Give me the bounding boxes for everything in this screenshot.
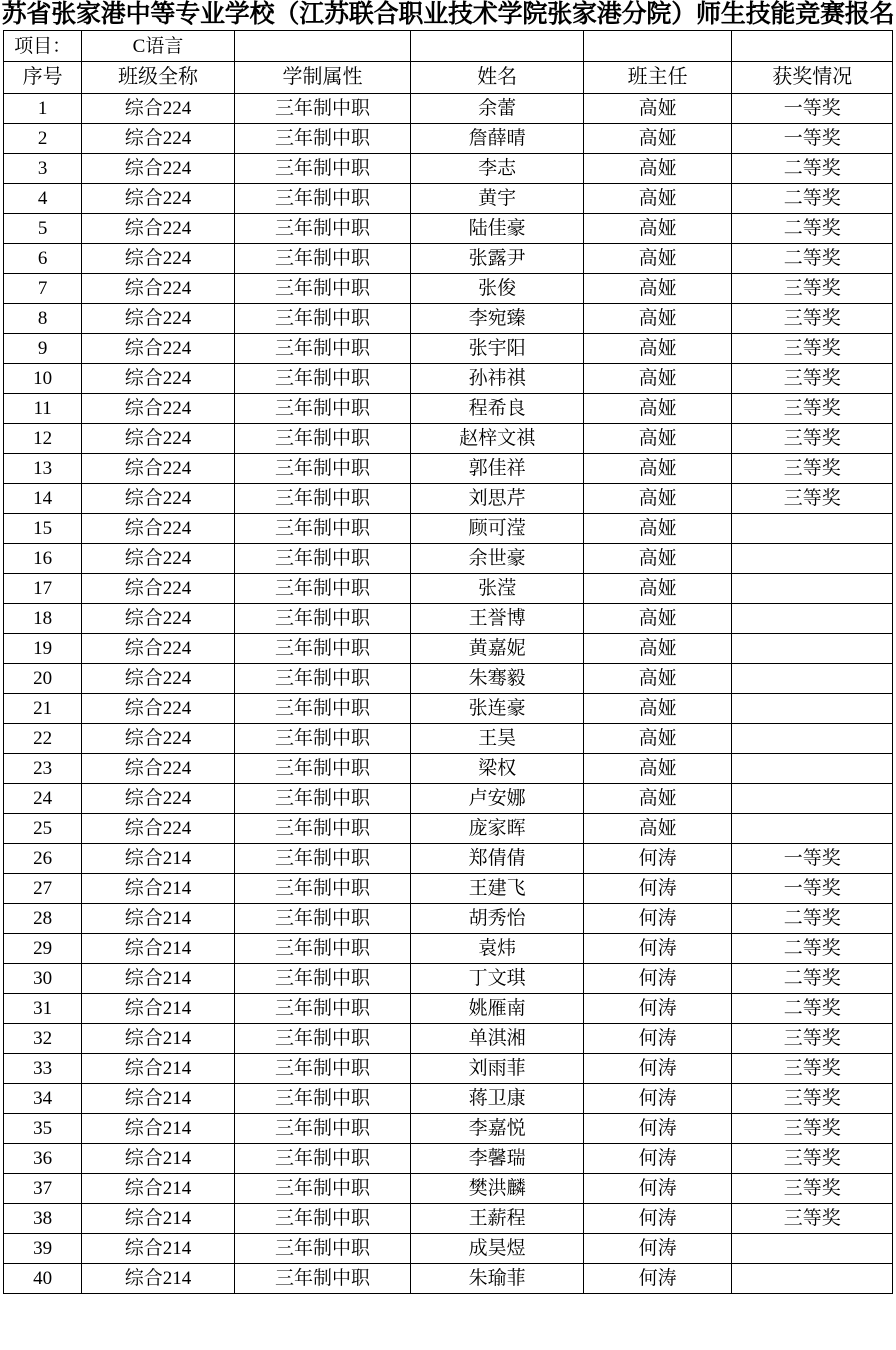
cell-award: 三等奖: [732, 304, 893, 334]
cell-award: 三等奖: [732, 1114, 893, 1144]
cell-name: 顾可滢: [411, 514, 584, 544]
cell-award: [732, 784, 893, 814]
cell-teacher: 高娅: [583, 154, 732, 184]
cell-name: 郭佳祥: [411, 454, 584, 484]
cell-seq: 6: [4, 244, 82, 274]
table-row: [4, 1024, 893, 1054]
cell-class: 综合224: [82, 514, 235, 544]
subject-blank-2: [411, 31, 584, 62]
cell-teacher: 高娅: [583, 364, 732, 394]
cell-system: 三年制中职: [234, 934, 411, 964]
cell-system: 三年制中职: [234, 544, 411, 574]
table-row: [4, 664, 893, 694]
cell-teacher: 何涛: [583, 934, 732, 964]
table-row: [4, 274, 893, 304]
table-row: [4, 964, 893, 994]
cell-seq: 7: [4, 274, 82, 304]
cell-seq: 25: [4, 814, 82, 844]
cell-class: 综合224: [82, 454, 235, 484]
cell-award: 二等奖: [732, 934, 893, 964]
cell-award: 一等奖: [732, 844, 893, 874]
cell-award: 二等奖: [732, 184, 893, 214]
cell-seq: 3: [4, 154, 82, 184]
cell-award: 三等奖: [732, 1204, 893, 1234]
cell-name: 张露尹: [411, 244, 584, 274]
cell-class: 综合224: [82, 574, 235, 604]
table-row: [4, 994, 893, 1024]
cell-seq: 33: [4, 1054, 82, 1084]
cell-teacher: 何涛: [583, 1234, 732, 1264]
cell-system: 三年制中职: [234, 994, 411, 1024]
cell-seq: 39: [4, 1234, 82, 1264]
cell-name: 郑倩倩: [411, 844, 584, 874]
cell-teacher: 高娅: [583, 784, 732, 814]
cell-seq: 27: [4, 874, 82, 904]
cell-system: 三年制中职: [234, 964, 411, 994]
cell-name: 成昊煜: [411, 1234, 584, 1264]
cell-seq: 12: [4, 424, 82, 454]
column-header-name: 姓名: [411, 62, 584, 94]
cell-name: 姚雁南: [411, 994, 584, 1024]
cell-name: 蒋卫康: [411, 1084, 584, 1114]
table-row: [4, 1084, 893, 1114]
table-row: [4, 364, 893, 394]
cell-teacher: 高娅: [583, 634, 732, 664]
table-row: [4, 94, 893, 124]
cell-teacher: 高娅: [583, 124, 732, 154]
table-row: [4, 124, 893, 154]
cell-class: 综合214: [82, 1174, 235, 1204]
cell-class: 综合224: [82, 424, 235, 454]
subject-row: [4, 31, 893, 62]
cell-name: 刘思芹: [411, 484, 584, 514]
cell-award: 三等奖: [732, 424, 893, 454]
cell-teacher: 高娅: [583, 514, 732, 544]
cell-class: 综合224: [82, 694, 235, 724]
cell-class: 综合224: [82, 604, 235, 634]
cell-system: 三年制中职: [234, 94, 411, 124]
cell-award: 一等奖: [732, 874, 893, 904]
table-row: [4, 904, 893, 934]
cell-seq: 23: [4, 754, 82, 784]
cell-name: 王建飞: [411, 874, 584, 904]
cell-class: 综合214: [82, 994, 235, 1024]
cell-system: 三年制中职: [234, 1054, 411, 1084]
cell-name: 梁权: [411, 754, 584, 784]
table-row: [4, 514, 893, 544]
registration-table: [3, 30, 893, 1294]
table-row: [4, 724, 893, 754]
cell-class: 综合214: [82, 1204, 235, 1234]
cell-name: 程希良: [411, 394, 584, 424]
cell-system: 三年制中职: [234, 1114, 411, 1144]
cell-class: 综合214: [82, 934, 235, 964]
subject-blank-4: [732, 31, 893, 62]
cell-name: 赵梓文祺: [411, 424, 584, 454]
cell-award: 三等奖: [732, 484, 893, 514]
cell-class: 综合224: [82, 544, 235, 574]
cell-system: 三年制中职: [234, 814, 411, 844]
table-row: [4, 484, 893, 514]
table-row: [4, 154, 893, 184]
cell-name: 张连豪: [411, 694, 584, 724]
cell-class: 综合224: [82, 124, 235, 154]
cell-teacher: 何涛: [583, 1024, 732, 1054]
table-row: [4, 844, 893, 874]
table-row: [4, 244, 893, 274]
cell-seq: 26: [4, 844, 82, 874]
cell-system: 三年制中职: [234, 124, 411, 154]
cell-class: 综合214: [82, 964, 235, 994]
cell-class: 综合224: [82, 484, 235, 514]
cell-teacher: 高娅: [583, 94, 732, 124]
cell-class: 综合224: [82, 214, 235, 244]
table-row: [4, 574, 893, 604]
cell-award: [732, 754, 893, 784]
cell-teacher: 何涛: [583, 994, 732, 1024]
cell-seq: 16: [4, 544, 82, 574]
cell-name: 张俊: [411, 274, 584, 304]
table-row: [4, 694, 893, 724]
cell-class: 综合224: [82, 814, 235, 844]
cell-system: 三年制中职: [234, 214, 411, 244]
cell-award: [732, 724, 893, 754]
cell-award: 二等奖: [732, 154, 893, 184]
cell-award: 二等奖: [732, 244, 893, 274]
cell-system: 三年制中职: [234, 1084, 411, 1114]
cell-seq: 19: [4, 634, 82, 664]
subject-blank-3: [583, 31, 732, 62]
cell-award: 一等奖: [732, 124, 893, 154]
cell-system: 三年制中职: [234, 304, 411, 334]
table-row: [4, 634, 893, 664]
cell-system: 三年制中职: [234, 154, 411, 184]
cell-award: 三等奖: [732, 274, 893, 304]
cell-teacher: 高娅: [583, 334, 732, 364]
cell-award: 二等奖: [732, 214, 893, 244]
cell-teacher: 何涛: [583, 1144, 732, 1174]
cell-system: 三年制中职: [234, 574, 411, 604]
cell-award: 二等奖: [732, 964, 893, 994]
cell-system: 三年制中职: [234, 394, 411, 424]
cell-class: 综合214: [82, 1264, 235, 1294]
cell-name: 黄嘉妮: [411, 634, 584, 664]
cell-class: 综合214: [82, 1114, 235, 1144]
cell-name: 李宛臻: [411, 304, 584, 334]
cell-seq: 17: [4, 574, 82, 604]
cell-system: 三年制中职: [234, 484, 411, 514]
cell-award: [732, 634, 893, 664]
cell-system: 三年制中职: [234, 334, 411, 364]
cell-teacher: 高娅: [583, 304, 732, 334]
cell-teacher: 何涛: [583, 904, 732, 934]
cell-name: 张宇阳: [411, 334, 584, 364]
cell-system: 三年制中职: [234, 784, 411, 814]
cell-teacher: 何涛: [583, 1264, 732, 1294]
cell-seq: 1: [4, 94, 82, 124]
cell-teacher: 高娅: [583, 694, 732, 724]
cell-name: 张滢: [411, 574, 584, 604]
cell-name: 李志: [411, 154, 584, 184]
cell-class: 综合214: [82, 1144, 235, 1174]
cell-name: 卢安娜: [411, 784, 584, 814]
cell-award: 三等奖: [732, 1174, 893, 1204]
cell-name: 胡秀怡: [411, 904, 584, 934]
cell-seq: 10: [4, 364, 82, 394]
cell-teacher: 高娅: [583, 604, 732, 634]
cell-system: 三年制中职: [234, 904, 411, 934]
cell-award: 一等奖: [732, 94, 893, 124]
cell-system: 三年制中职: [234, 874, 411, 904]
table-row: [4, 544, 893, 574]
cell-teacher: 何涛: [583, 1204, 732, 1234]
cell-seq: 40: [4, 1264, 82, 1294]
table-row: [4, 214, 893, 244]
cell-system: 三年制中职: [234, 664, 411, 694]
cell-class: 综合214: [82, 1024, 235, 1054]
table-row: [4, 424, 893, 454]
cell-seq: 8: [4, 304, 82, 334]
cell-name: 李馨瑞: [411, 1144, 584, 1174]
cell-system: 三年制中职: [234, 424, 411, 454]
cell-teacher: 高娅: [583, 484, 732, 514]
cell-name: 余蕾: [411, 94, 584, 124]
cell-award: 三等奖: [732, 454, 893, 484]
cell-name: 李嘉悦: [411, 1114, 584, 1144]
cell-class: 综合224: [82, 184, 235, 214]
cell-seq: 30: [4, 964, 82, 994]
cell-award: 三等奖: [732, 334, 893, 364]
cell-award: [732, 814, 893, 844]
cell-teacher: 何涛: [583, 964, 732, 994]
cell-seq: 18: [4, 604, 82, 634]
cell-award: [732, 694, 893, 724]
cell-system: 三年制中职: [234, 694, 411, 724]
cell-class: 综合214: [82, 1234, 235, 1264]
cell-seq: 9: [4, 334, 82, 364]
cell-system: 三年制中职: [234, 1264, 411, 1294]
cell-teacher: 何涛: [583, 1174, 732, 1204]
cell-class: 综合224: [82, 304, 235, 334]
cell-class: 综合224: [82, 784, 235, 814]
cell-teacher: 何涛: [583, 1054, 732, 1084]
cell-name: 陆佳豪: [411, 214, 584, 244]
cell-award: 三等奖: [732, 1084, 893, 1114]
cell-award: [732, 664, 893, 694]
cell-seq: 15: [4, 514, 82, 544]
cell-award: 三等奖: [732, 1024, 893, 1054]
cell-seq: 34: [4, 1084, 82, 1114]
cell-seq: 36: [4, 1144, 82, 1174]
cell-class: 综合224: [82, 334, 235, 364]
table-row: [4, 394, 893, 424]
cell-name: 庞家晖: [411, 814, 584, 844]
cell-name: 王誉博: [411, 604, 584, 634]
cell-seq: 5: [4, 214, 82, 244]
cell-name: 刘雨菲: [411, 1054, 584, 1084]
table-body: [4, 31, 893, 1294]
cell-teacher: 高娅: [583, 724, 732, 754]
cell-award: 二等奖: [732, 904, 893, 934]
cell-seq: 35: [4, 1114, 82, 1144]
cell-teacher: 高娅: [583, 454, 732, 484]
column-header-system: 学制属性: [234, 62, 411, 94]
cell-system: 三年制中职: [234, 634, 411, 664]
cell-class: 综合224: [82, 634, 235, 664]
cell-teacher: 高娅: [583, 814, 732, 844]
cell-system: 三年制中职: [234, 244, 411, 274]
cell-teacher: 高娅: [583, 574, 732, 604]
page-title: 苏省张家港中等专业学校（江苏联合职业技术学院张家港分院）师生技能竞赛报名: [1, 1, 895, 28]
table-row: [4, 1054, 893, 1084]
cell-name: 王薪程: [411, 1204, 584, 1234]
table-row: [4, 184, 893, 214]
cell-system: 三年制中职: [234, 1204, 411, 1234]
table-row: [4, 1264, 893, 1294]
table-row: [4, 754, 893, 784]
cell-class: 综合224: [82, 724, 235, 754]
table-row: [4, 1234, 893, 1264]
cell-award: [732, 514, 893, 544]
column-header-teacher: 班主任: [583, 62, 732, 94]
cell-system: 三年制中职: [234, 274, 411, 304]
cell-class: 综合224: [82, 274, 235, 304]
cell-system: 三年制中职: [234, 724, 411, 754]
cell-name: 孙祎祺: [411, 364, 584, 394]
cell-name: 朱瑜菲: [411, 1264, 584, 1294]
cell-award: 三等奖: [732, 1144, 893, 1174]
cell-name: 黄宇: [411, 184, 584, 214]
cell-award: 三等奖: [732, 1054, 893, 1084]
cell-seq: 37: [4, 1174, 82, 1204]
cell-name: 单淇湘: [411, 1024, 584, 1054]
cell-award: [732, 544, 893, 574]
cell-award: 三等奖: [732, 364, 893, 394]
cell-name: 詹薛晴: [411, 124, 584, 154]
cell-system: 三年制中职: [234, 364, 411, 394]
cell-seq: 32: [4, 1024, 82, 1054]
cell-seq: 2: [4, 124, 82, 154]
cell-teacher: 何涛: [583, 874, 732, 904]
subject-label: 项目：: [4, 31, 82, 62]
cell-teacher: 高娅: [583, 424, 732, 454]
cell-teacher: 何涛: [583, 1114, 732, 1144]
cell-seq: 20: [4, 664, 82, 694]
cell-system: 三年制中职: [234, 1144, 411, 1174]
cell-teacher: 高娅: [583, 214, 732, 244]
cell-award: [732, 604, 893, 634]
cell-class: 综合224: [82, 94, 235, 124]
cell-seq: 11: [4, 394, 82, 424]
cell-teacher: 高娅: [583, 274, 732, 304]
table-row: [4, 784, 893, 814]
cell-name: 丁文琪: [411, 964, 584, 994]
cell-class: 综合224: [82, 394, 235, 424]
cell-system: 三年制中职: [234, 514, 411, 544]
cell-award: 二等奖: [732, 994, 893, 1024]
cell-class: 综合224: [82, 664, 235, 694]
cell-seq: 13: [4, 454, 82, 484]
cell-award: 三等奖: [732, 394, 893, 424]
cell-class: 综合214: [82, 874, 235, 904]
cell-award: [732, 1264, 893, 1294]
cell-teacher: 何涛: [583, 844, 732, 874]
cell-system: 三年制中职: [234, 454, 411, 484]
column-header-class: 班级全称: [82, 62, 235, 94]
table-row: [4, 604, 893, 634]
cell-seq: 29: [4, 934, 82, 964]
cell-name: 王昊: [411, 724, 584, 754]
cell-system: 三年制中职: [234, 604, 411, 634]
cell-award: [732, 1234, 893, 1264]
cell-teacher: 高娅: [583, 544, 732, 574]
cell-seq: 38: [4, 1204, 82, 1234]
cell-teacher: 高娅: [583, 394, 732, 424]
cell-class: 综合224: [82, 244, 235, 274]
table-row: [4, 934, 893, 964]
cell-seq: 4: [4, 184, 82, 214]
table-row: [4, 1144, 893, 1174]
cell-system: 三年制中职: [234, 1174, 411, 1204]
cell-seq: 22: [4, 724, 82, 754]
table-row: [4, 1174, 893, 1204]
table-row: [4, 874, 893, 904]
cell-award: [732, 574, 893, 604]
table-row: [4, 454, 893, 484]
cell-class: 综合224: [82, 364, 235, 394]
table-row: [4, 1204, 893, 1234]
subject-blank-1: [234, 31, 411, 62]
table-row: [4, 334, 893, 364]
table-row: [4, 814, 893, 844]
cell-class: 综合214: [82, 1054, 235, 1084]
cell-system: 三年制中职: [234, 1024, 411, 1054]
cell-seq: 14: [4, 484, 82, 514]
cell-seq: 31: [4, 994, 82, 1024]
cell-name: 朱骞毅: [411, 664, 584, 694]
column-header-award: 获奖情况: [732, 62, 893, 94]
cell-class: 综合214: [82, 1084, 235, 1114]
cell-seq: 24: [4, 784, 82, 814]
cell-name: 樊洪麟: [411, 1174, 584, 1204]
cell-class: 综合214: [82, 844, 235, 874]
table-row: [4, 1114, 893, 1144]
cell-system: 三年制中职: [234, 1234, 411, 1264]
cell-name: 余世豪: [411, 544, 584, 574]
cell-teacher: 高娅: [583, 664, 732, 694]
table-header-row: [4, 62, 893, 94]
cell-class: 综合224: [82, 154, 235, 184]
cell-teacher: 高娅: [583, 244, 732, 274]
cell-class: 综合214: [82, 904, 235, 934]
cell-teacher: 高娅: [583, 754, 732, 784]
cell-teacher: 何涛: [583, 1084, 732, 1114]
cell-system: 三年制中职: [234, 754, 411, 784]
subject-value: C语言: [82, 31, 235, 62]
cell-name: 袁炜: [411, 934, 584, 964]
cell-class: 综合224: [82, 754, 235, 784]
cell-seq: 28: [4, 904, 82, 934]
cell-system: 三年制中职: [234, 844, 411, 874]
cell-system: 三年制中职: [234, 184, 411, 214]
cell-seq: 21: [4, 694, 82, 724]
column-header-seq: 序号: [4, 62, 82, 94]
cell-teacher: 高娅: [583, 184, 732, 214]
table-row: [4, 304, 893, 334]
